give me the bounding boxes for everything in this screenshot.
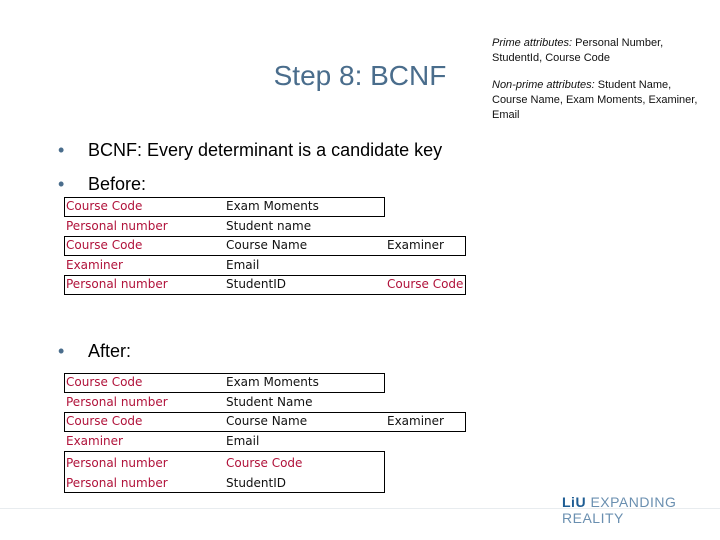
after-col2-cell: StudentID bbox=[226, 475, 287, 490]
before-col2-cell: StudentID bbox=[226, 277, 287, 291]
prime-attributes-label: Prime attributes: bbox=[492, 37, 573, 49]
after-col1-cell: Personal number bbox=[66, 394, 168, 409]
bullet-text: BCNF: Every determinant is a candidate key bbox=[88, 140, 443, 160]
after-col3-cell: Examiner bbox=[387, 414, 444, 428]
before-col2-cell: Exam Moments bbox=[226, 199, 319, 213]
after-col1-cell: Course Code bbox=[66, 375, 143, 389]
before-col1-cell: Personal number bbox=[66, 218, 168, 233]
bullet-before bbox=[58, 174, 146, 195]
nonprime-attributes-text: Student Name, Course Name, Exam Moments, Examiner, Email bbox=[492, 79, 698, 121]
bullet-text: After: bbox=[88, 341, 132, 361]
before-col2-cell: Email bbox=[226, 257, 260, 272]
nonprime-attributes-label: Non-prime attributes: bbox=[492, 79, 595, 91]
after-col2-cell: Course Code bbox=[226, 456, 303, 470]
before-col1-cell: Course Code bbox=[66, 238, 143, 252]
before-col1-cell: Examiner bbox=[66, 257, 123, 272]
slide-title: Step 8: BCNF bbox=[273, 60, 447, 91]
prime-attributes-note bbox=[492, 36, 702, 66]
bullet-dot-icon: • bbox=[58, 341, 65, 361]
logo-main: LiU bbox=[562, 494, 587, 510]
after-col2-cell: Student Name bbox=[226, 394, 313, 409]
before-col3-cell: Course Code bbox=[387, 277, 464, 291]
before-col1-cell: Personal number bbox=[66, 277, 168, 291]
prime-attributes-text: Personal Number, StudentId, Course Code bbox=[492, 37, 664, 64]
before-col2-cell: Course Name bbox=[226, 238, 308, 252]
bullet-after bbox=[58, 341, 131, 362]
bullet-dot-icon: • bbox=[58, 140, 65, 160]
after-col1-cell: Examiner bbox=[66, 433, 123, 448]
before-col3-cell: Examiner bbox=[387, 238, 444, 252]
nonprime-attributes-note bbox=[492, 78, 702, 123]
bullet-bcnf-definition bbox=[58, 140, 442, 161]
after-col2-cell: Email bbox=[226, 433, 260, 448]
liu-logo bbox=[562, 494, 720, 526]
after-col2-cell: Course Name bbox=[226, 414, 308, 428]
logo-sub: EXPANDING REALITY bbox=[562, 494, 677, 526]
bullet-dot-icon: • bbox=[58, 174, 65, 194]
after-col1-cell: Course Code bbox=[66, 414, 143, 428]
after-col1-cell: Personal number bbox=[66, 456, 168, 470]
before-col1-cell: Course Code bbox=[66, 199, 143, 213]
before-col2-cell: Student name bbox=[226, 218, 312, 233]
after-col2-cell: Exam Moments bbox=[226, 375, 319, 389]
bullet-text: Before: bbox=[88, 174, 147, 194]
after-col1-cell: Personal number bbox=[66, 475, 168, 490]
